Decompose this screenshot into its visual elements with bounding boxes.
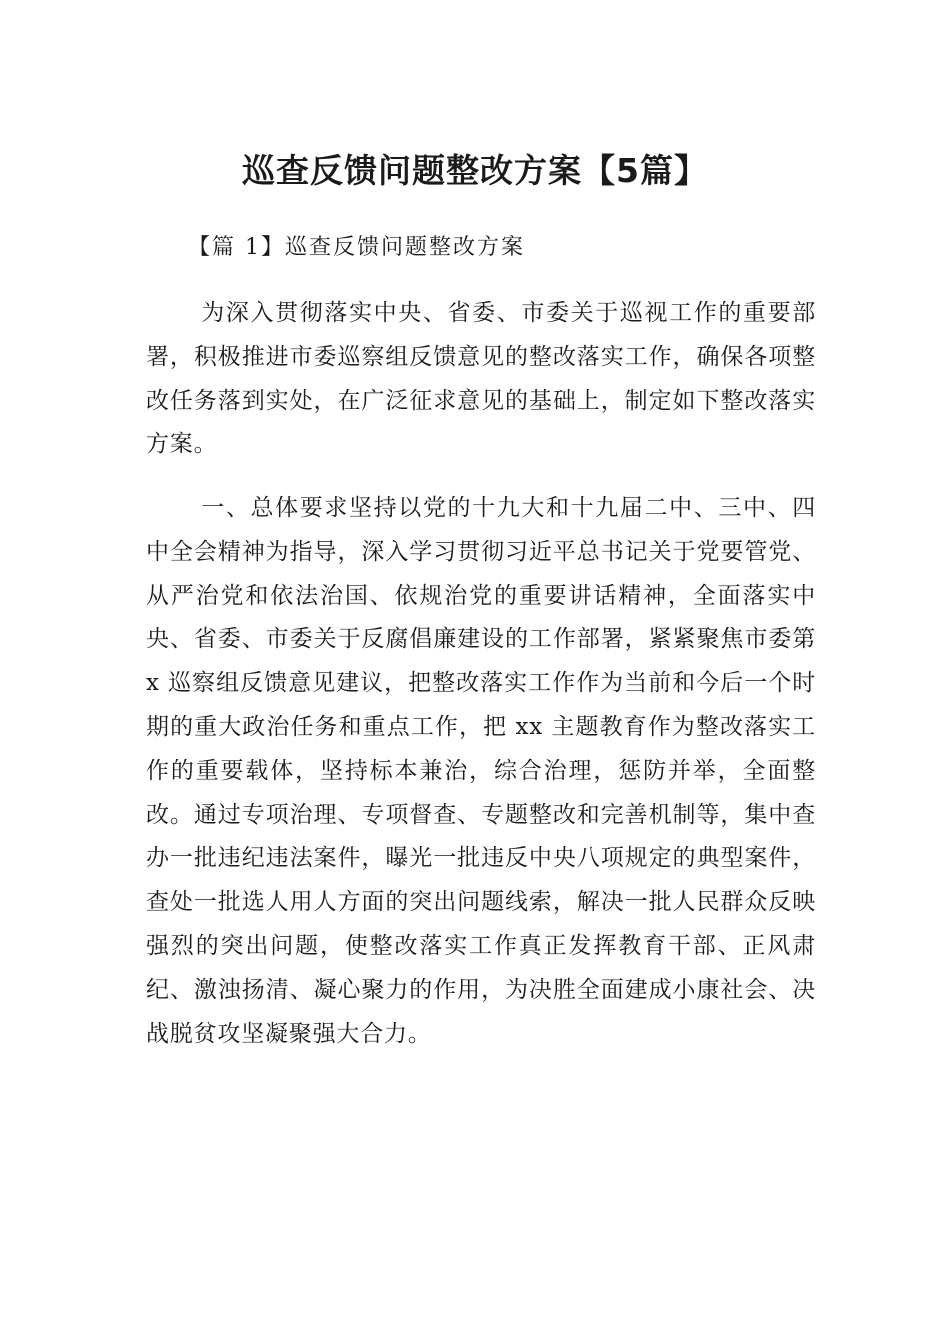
- document-title: 巡查反馈问题整改方案【5篇】: [242, 151, 708, 190]
- section-heading: 【篇 1】巡查反馈问题整改方案: [188, 235, 525, 260]
- paragraph-general-requirements: 一、总体要求坚持以党的十九大和十九届二中、三中、四中全会精神为指导，深入学习贯彻习近平总书记关于党要管党、从严治党和依法治国、依规治党的重要讲话精神，全面落实中央、省委、市委关于反腐倡廉建设的工作部署，紧紧聚焦市委第 x 巡察组反馈意见建议，把整改落实工作作为当前和今后一个时期的重大政治任务和重点工作，把 xx 主题教育作为整改落实工作的重要载体，坚持标本兼治，综合治理，惩防并举，全面整改。通过专项治理、专项督查、专题整改和完善机制等，集中查办一批违纪违法案件，曝光一批违反中央八项规定的典型案件，查处一批选人用人方面的突出问题线索，解决一批人民群众反映强烈的突出问题，使整改落实工作真正发挥教育干部、正风肃纪、激浊扬清、凝心聚力的作用，为决胜全面建成小康社会、决战脱贫攻坚凝聚强大合力。: [146, 495, 816, 1047]
- paragraph-intro: 为深入贯彻落实中央、省委、市委关于巡视工作的重要部署，积极推进市委巡察组反馈意见的整改落实工作，确保各项整改任务落到实处，在广泛征求意见的基础上，制定如下整改落实方案。: [146, 300, 816, 458]
